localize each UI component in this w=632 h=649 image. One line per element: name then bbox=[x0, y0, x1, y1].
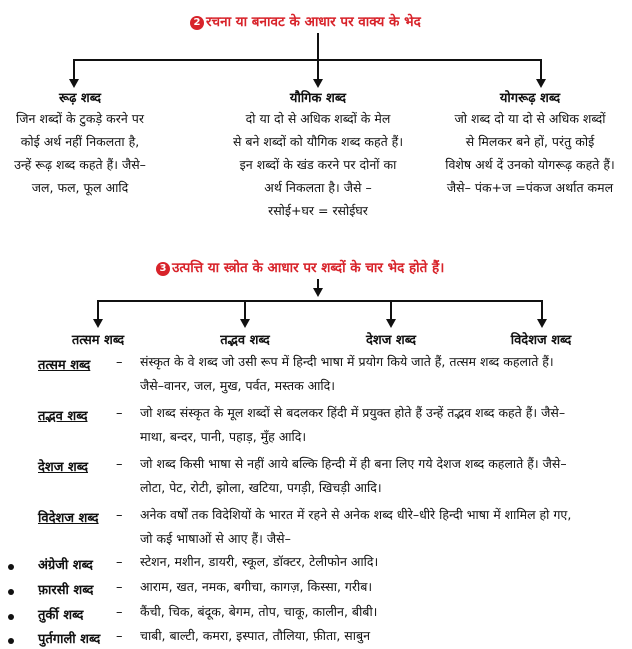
dash: – bbox=[116, 555, 123, 570]
bullet-term: तुर्की शब्द bbox=[38, 608, 84, 623]
tree-2-branch bbox=[541, 300, 543, 320]
definition-text bbox=[140, 401, 630, 449]
arrow-icon bbox=[69, 79, 79, 88]
definition-text bbox=[140, 503, 630, 551]
tree-2-bar bbox=[97, 300, 543, 302]
column-line: अर्थ निकलता है। जैसे – bbox=[264, 180, 372, 195]
type-heading: तत्सम शब्द bbox=[71, 333, 125, 348]
column-line: इन शब्दों के खंड करने पर दोनों का bbox=[239, 157, 397, 172]
section-1-number: 2 bbox=[190, 16, 204, 30]
bullet-text: चाबी, बाल्टी, कमरा, इस्पात, तौलिया, फ़ीता, साबुन bbox=[140, 628, 371, 643]
section-1-heading bbox=[190, 12, 421, 30]
definition-line: जो शब्द किसी भाषा से नहीं आये बल्कि हिन्दी में ही बना लिए गये देशज शब्द कहलाते हैं। जैसे– bbox=[140, 456, 567, 471]
section-2-heading bbox=[156, 258, 444, 276]
definition-line: अनेक वर्षों तक विदेशियों के भारत में रहने से अनेक शब्द धीरे–धीरे हिन्दी भाषा में शामिल हो गए, bbox=[140, 507, 572, 522]
tree-2-branch bbox=[97, 300, 99, 320]
dash: – bbox=[116, 629, 123, 644]
arrow-icon bbox=[313, 79, 323, 88]
column-line: विशेष अर्थ दें उनको योगरूढ़ कहते हैं। bbox=[445, 157, 615, 172]
definition-term: विदेशज शब्द bbox=[38, 511, 99, 526]
definition-line: जो शब्द संस्कृत के मूल शब्दों से बदलकर हिंदी में प्रयुक्त होते हैं उन्हें तद्भव शब्द कहते हैं। जैसे– bbox=[140, 405, 566, 420]
column-line: से मिलकर बने हों, परंतु कोई bbox=[465, 134, 595, 149]
arrow-icon bbox=[537, 319, 547, 328]
section-1-title: रचना या बनावट के आधार पर वाक्य के भेद bbox=[206, 14, 421, 30]
type-heading: विदेशज शब्द bbox=[510, 333, 572, 348]
definition-text bbox=[140, 452, 630, 500]
definition-line: संस्कृत के वे शब्द जो उसी रूप में हिन्दी भाषा में प्रयोग किये जाते हैं, तत्सम शब्द कहलाते हैं। bbox=[140, 354, 554, 369]
bullet-term: फ़ारसी शब्द bbox=[38, 583, 94, 598]
dash: – bbox=[116, 605, 123, 620]
tree-1-branch-right bbox=[540, 59, 542, 80]
bullet-icon bbox=[8, 564, 14, 570]
column-rudh bbox=[0, 88, 160, 199]
bullet-icon bbox=[8, 589, 14, 595]
type-heading: तद्भव शब्द bbox=[220, 333, 270, 348]
definition-term: तत्सम शब्द bbox=[38, 358, 91, 373]
column-line: जल, फल, फूल आदि bbox=[31, 180, 129, 195]
definition-line: माथा, बन्दर, पानी, पहाड़, मुँह आदि। bbox=[140, 429, 307, 444]
column-yogrudh bbox=[428, 88, 632, 199]
arrow-icon bbox=[313, 288, 323, 297]
column-line: जो शब्द दो या दो से अधिक शब्दों bbox=[454, 111, 606, 126]
dash: – bbox=[116, 406, 123, 421]
column-heading: रूढ़ शब्द bbox=[58, 91, 102, 106]
column-line: जैसे– पंक+ज =पंकज अर्थात कमल bbox=[446, 180, 614, 195]
dash: – bbox=[116, 457, 123, 472]
column-line: जिन शब्दों के टुकड़े करने पर bbox=[16, 111, 144, 126]
tree-1-branch-left bbox=[73, 59, 75, 80]
tree-2-branch bbox=[390, 300, 392, 320]
definition-line: जो कई भाषाओं से आए हैं। जैसे– bbox=[140, 531, 291, 546]
arrow-icon bbox=[240, 319, 250, 328]
column-line: रसोई+घर = रसोईघर bbox=[268, 203, 368, 218]
definition-line: लोटा, पेट, रोटी, झोला, खटिया, पगड़ी, खिचड़ी आदि। bbox=[140, 480, 382, 495]
definition-term: तद्भव शब्द bbox=[38, 409, 88, 424]
definition-line: जैसे–वानर, जल, मुख, पर्वत, मस्तक आदि। bbox=[140, 378, 336, 393]
bullet-term: पुर्तगाली शब्द bbox=[38, 632, 101, 647]
tree-1-stem bbox=[317, 33, 319, 60]
column-heading: यौगिक शब्द bbox=[289, 91, 347, 106]
bullet-text: कैंची, चिक, बंदूक, बेगम, तोप, चाकू, कालीन, बीबी। bbox=[140, 604, 378, 619]
bullet-term: अंग्रेजी शब्द bbox=[38, 558, 93, 573]
column-line: कोई अर्थ नहीं निकलता है, bbox=[20, 134, 140, 149]
column-yaugik bbox=[198, 88, 438, 222]
column-line: उन्हें रूढ़ शब्द कहते हैं। जैसे– bbox=[14, 157, 146, 172]
bullet-icon bbox=[8, 614, 14, 620]
dash: – bbox=[116, 355, 123, 370]
definition-term: देशज शब्द bbox=[38, 460, 88, 475]
tree-1-bar bbox=[73, 59, 542, 61]
arrow-icon bbox=[536, 79, 546, 88]
type-heading: देशज शब्द bbox=[366, 333, 416, 348]
section-2-number: 3 bbox=[156, 262, 170, 276]
dash: – bbox=[116, 508, 123, 523]
bullet-icon bbox=[8, 638, 14, 644]
tree-2-branch bbox=[244, 300, 246, 320]
arrow-icon bbox=[93, 319, 103, 328]
section-2-title: उत्पत्ति या स्त्रोत के आधार पर शब्दों के चार भेद होते हैं। bbox=[172, 260, 445, 276]
column-line: दो या दो से अधिक शब्दों के मेल bbox=[245, 111, 391, 126]
bullet-text: आराम, खत, नमक, बगीचा, कागज़, किस्सा, गरीब। bbox=[140, 579, 373, 594]
tree-1-branch-mid bbox=[317, 59, 319, 80]
column-heading: योगरूढ़ शब्द bbox=[499, 91, 561, 106]
bullet-text: स्टेशन, मशीन, डायरी, स्कूल, डॉक्टर, टेलीफोन आदि। bbox=[140, 554, 379, 569]
column-line: से बने शब्दों को यौगिक शब्द कहते हैं। bbox=[232, 134, 404, 149]
dash: – bbox=[116, 580, 123, 595]
arrow-icon bbox=[386, 319, 396, 328]
definition-text bbox=[140, 350, 630, 398]
